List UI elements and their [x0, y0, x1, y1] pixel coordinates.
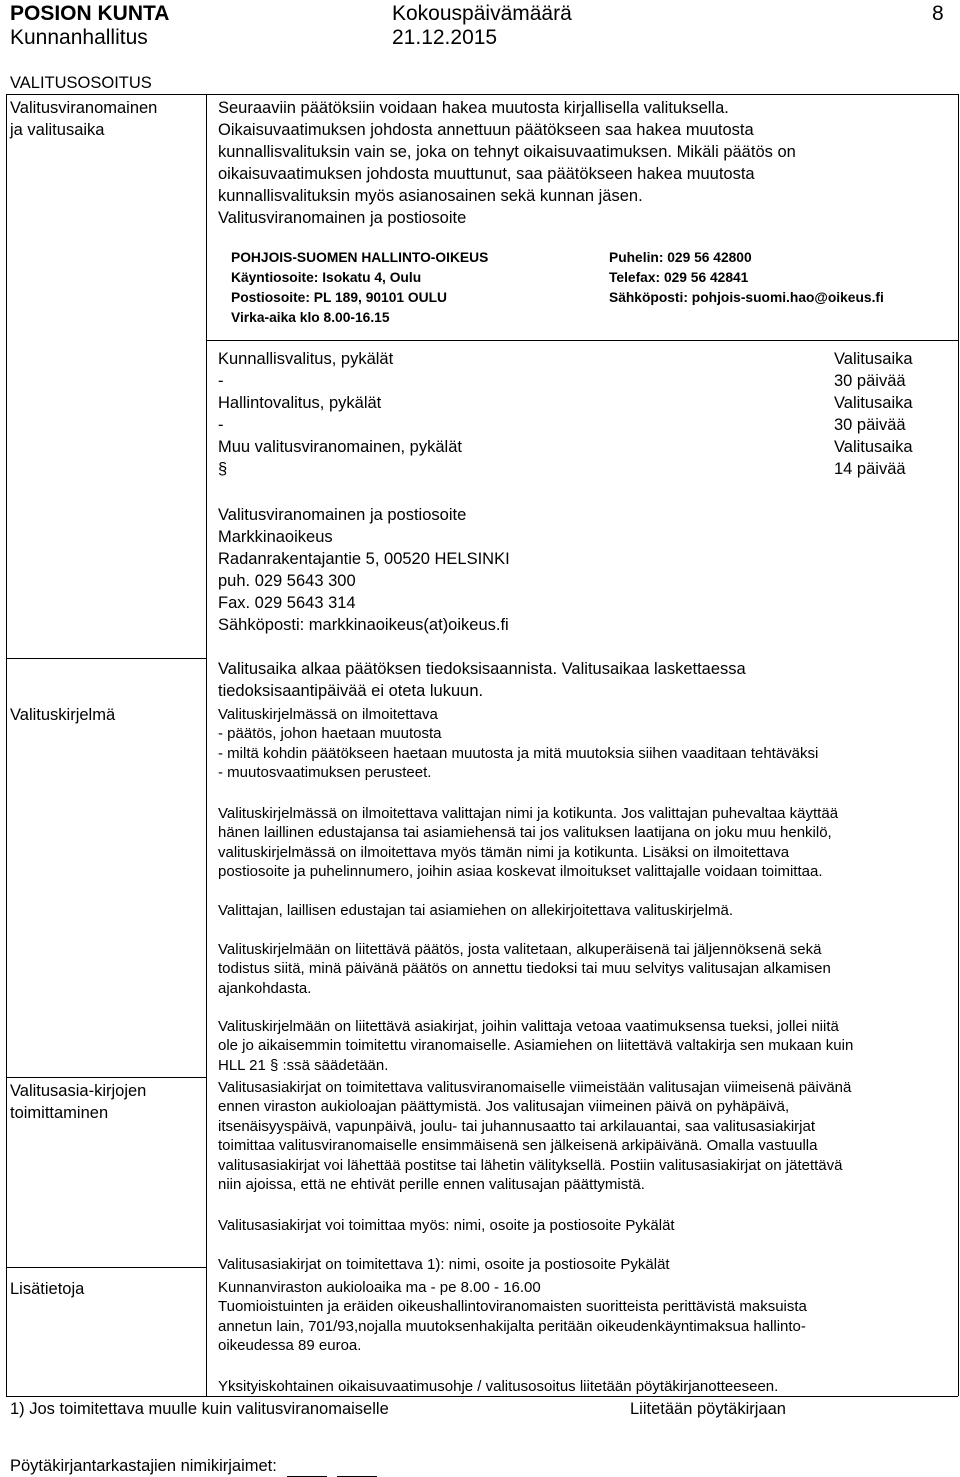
appeal-sections: §: [218, 460, 228, 478]
table-left-border: [6, 94, 7, 1396]
text-line: Tuomioistuinten ja eräiden oikeushallintoviranomaisten suoritteista perittävistä maksuista: [218, 1298, 807, 1316]
hao-post-address: Postiosoite: PL 189, 90101 OULU: [231, 290, 447, 305]
appeal-sections: -: [218, 372, 224, 390]
appeal-period-label: Valitusaika: [834, 438, 913, 456]
hao-fax: Telefax: 029 56 42841: [609, 270, 749, 285]
appeal-letter-label: Valituskirjelmä: [10, 706, 116, 724]
hao-email: Sähköposti: pohjois-suomi.hao@oikeus.fi: [609, 290, 884, 305]
appeal-period: 30 päivää: [834, 372, 906, 390]
text-line: oikeudessa 89 euroa.: [218, 1337, 362, 1355]
delivery-para-1: [218, 1078, 851, 1194]
delivery-label-line: toimittaminen: [10, 1104, 109, 1122]
text-line: Markkinaoikeus: [218, 528, 333, 546]
text-line: - muutosvaatimuksen perusteet.: [218, 764, 432, 782]
text-line: niin ajoissa, että ne ehtivät perille ennen valitusajan päättymistä.: [218, 1176, 645, 1194]
hao-office-hours: Virka-aika klo 8.00-16.15: [231, 310, 390, 325]
appeal-letter-para-3: [218, 901, 733, 920]
appeal-type: Hallintovalitus, pykälät: [218, 394, 382, 412]
text-line: Sähköposti: markkinaoikeus(at)oikeus.fi: [218, 616, 509, 634]
text-line: ole jo aikaisemmin toimitettu viranomaiselle. Asiamiehen on liitettävä valtakirja sen mukaan kuin: [218, 1037, 854, 1055]
text-line: oikaisuvaatimuksen johdosta muuttunut, saa päätökseen hakea muutosta: [218, 165, 755, 183]
meeting-date: 21.12.2015: [392, 26, 498, 49]
initials-blank-2: [337, 1462, 377, 1477]
appeal-period-label: Valitusaika: [834, 350, 913, 368]
hao-name: POHJOIS-SUOMEN HALLINTO-OIKEUS: [231, 250, 489, 265]
appeal-period: 30 päivää: [834, 416, 906, 434]
delivery-label: [10, 1080, 146, 1124]
text-line: puh. 029 5643 300: [218, 572, 356, 590]
text-line: Seuraaviin päätöksiin voidaan hakea muutosta kirjallisella valituksella.: [218, 99, 729, 117]
text-line: hänen laillinen edustajansa tai asiamiehensä tai jos valituksen laatijana on joku muu henkilö,: [218, 824, 832, 842]
footnote: 1) Jos toimitettava muulle kuin valitusviranomaiselle: [10, 1400, 389, 1418]
appeal-letter-para-5: [218, 1017, 853, 1075]
text-line: Valitusviranomainen ja postiosoite: [218, 506, 467, 524]
appeal-type: Kunnallisvalitus, pykälät: [218, 350, 394, 368]
appeal-letter-para-4: [218, 940, 831, 998]
text-line: - päätös, johon haetaan muutosta: [218, 725, 442, 743]
text-line: postiosoite ja puhelinnumero, joihin asiaa koskevat ilmoitukset valittajalle voidaan toimittaa.: [218, 863, 823, 881]
text-line: Kunnanviraston aukioloaika ma - pe 8.00 - 16.00: [218, 1279, 541, 1296]
authority-label-line: Valitusviranomainen: [10, 99, 158, 117]
attached-note: Liitetään pöytäkirjaan: [630, 1400, 786, 1418]
text-line: Valitusasiakirjat on toimitettava valitusviranomaiselle viimeistään valitusajan viimeisenä päivänä: [218, 1079, 852, 1096]
text-line: Valituskirjelmässä on ilmoitettava valittajan nimi ja kotikunta. Jos valittajan puhevaltaa käyttää: [218, 805, 839, 822]
info-label: Lisätietoja: [10, 1280, 85, 1298]
hao-phone: Puhelin: 029 56 42800: [609, 250, 752, 265]
initials-row: [10, 1455, 377, 1477]
text-line: Fax. 029 5643 314: [218, 594, 356, 612]
text-line: Valitusviranomainen ja postiosoite: [218, 209, 467, 227]
text-line: valituskirjelmässä on ilmoitettava myös tämän nimi ja kotikunta. Lisäksi on ilmoitettava: [218, 843, 790, 861]
delivery-para-2: Valitusasiakirjat voi toimittaa myös: nimi, osoite ja postiosoite Pykälät: [218, 1217, 675, 1234]
appeal-letter-para-2: [218, 804, 838, 882]
authority-text: [218, 97, 796, 229]
text-line: kunnallisvalituksin vain se, joka on tehnyt oikaisuvaatimuksen. Mikäli päätös on: [218, 143, 796, 161]
text-line: Radanrakentajantie 5, 00520 HELSINKI: [218, 550, 510, 568]
label-divider-2: [6, 1077, 206, 1078]
label-divider-3: [6, 1267, 206, 1268]
delivery-label-line: Valitusasia-kirjojen: [10, 1082, 147, 1100]
table-right-border: [958, 94, 959, 1396]
body-name: Kunnanhallitus: [10, 26, 148, 49]
text-line: Valituskirjelmään on liitettävä asiakirjat, joihin valittaja vetoaa vaatimuksensa tueksi, jollei niitä: [218, 1018, 839, 1035]
text-line: Valituskirjelmässä on ilmoitettava: [218, 706, 438, 723]
appeal-letter-para-1: [218, 705, 818, 783]
period-note: [218, 658, 746, 702]
initials-label: Pöytäkirjantarkastajien nimikirjaimet:: [10, 1457, 277, 1475]
text-line: Valitusaika alkaa päätöksen tiedoksisaannista. Valitusaikaa laskettaessa: [218, 660, 746, 678]
markkinaoikeus-block: [218, 504, 510, 636]
info-note: Yksityiskohtainen oikaisuvaatimusohje / valitusosoitus liitetään pöytäkirjanotteeseen.: [218, 1378, 779, 1395]
page-number: 8: [932, 2, 944, 25]
meeting-date-label: Kokouspäivämäärä: [392, 2, 572, 25]
appeal-type: Muu valitusviranomainen, pykälät: [218, 438, 462, 456]
appeal-types: [218, 348, 462, 480]
table-column-divider: [206, 94, 207, 1396]
text-line: Valittajan, laillisen edustajan tai asiamiehen on allekirjoitettava valituskirjelmä.: [218, 902, 733, 919]
initials-blank-1: [287, 1462, 327, 1477]
appeal-periods: [834, 348, 913, 480]
section-title: VALITUSOSOITUS: [10, 74, 152, 92]
info-text: [218, 1278, 807, 1356]
appeal-period: 14 päivää: [834, 460, 906, 478]
label-divider-1: [6, 658, 206, 659]
delivery-para-3: Valitusasiakirjat on toimitettava 1): nimi, osoite ja postiosoite Pykälät: [218, 1256, 670, 1273]
text-line: annetun lain, 701/93,nojalla muutoksenhakijalta peritään oikeudenkäyntimaksua hallinto-: [218, 1317, 806, 1335]
authority-label: [10, 97, 157, 141]
text-line: Oikaisuvaatimuksen johdosta annettuun päätökseen saa hakea muutosta: [218, 121, 754, 139]
text-line: kunnallisvalituksin myös asianosainen sekä kunnan jäsen.: [218, 187, 643, 205]
municipality-name: POSION KUNTA: [10, 2, 170, 25]
text-line: HLL 21 § :ssä säädetään.: [218, 1056, 389, 1074]
text-line: tiedoksisaantipäivää ei oteta lukuun.: [218, 682, 484, 700]
text-line: valitusasiakirjat voi lähettää postitse tai lähetin välityksellä. Postiin valitusasiakirjat on jätettävä: [218, 1156, 843, 1174]
text-line: - miltä kohdin päätökseen haetaan muutosta ja mitä muutoksia siihen vaaditaan tehtäväksi: [218, 744, 819, 762]
hao-contact-block: [609, 248, 884, 308]
text-line: Valituskirjelmään on liitettävä päätös, josta valitetaan, alkuperäisenä tai jäljennöksenä sekä: [218, 941, 822, 958]
hao-box-divider: [206, 340, 958, 341]
table-top-border: [6, 94, 958, 95]
text-line: itsenäisyyspäivä, vapunpäivä, joulu- tai juhannusaatto tai arkilauantai, saa valitusasiakirjat: [218, 1117, 816, 1135]
text-line: todistus siitä, minä päivänä päätös on annettu tiedoksi tai muu selvitys valitusajan alkamisen: [218, 960, 831, 978]
text-line: ennen viraston aukioloajan päättymistä. Jos valitusajan viimeinen päivä on pyhäpäivä,: [218, 1098, 790, 1116]
hao-visit-address: Käyntiosoite: Isokatu 4, Oulu: [231, 270, 422, 285]
appeal-sections: -: [218, 416, 224, 434]
hao-address-block: [231, 248, 488, 328]
text-line: toimittaa valitusviranomaiselle ensimmäisenä sen jälkeisenä arkipäivänä. Omalla vastuulla: [218, 1137, 818, 1155]
text-line: ajankohdasta.: [218, 979, 312, 997]
appeal-period-label: Valitusaika: [834, 394, 913, 412]
authority-label-line: ja valitusaika: [10, 121, 105, 139]
